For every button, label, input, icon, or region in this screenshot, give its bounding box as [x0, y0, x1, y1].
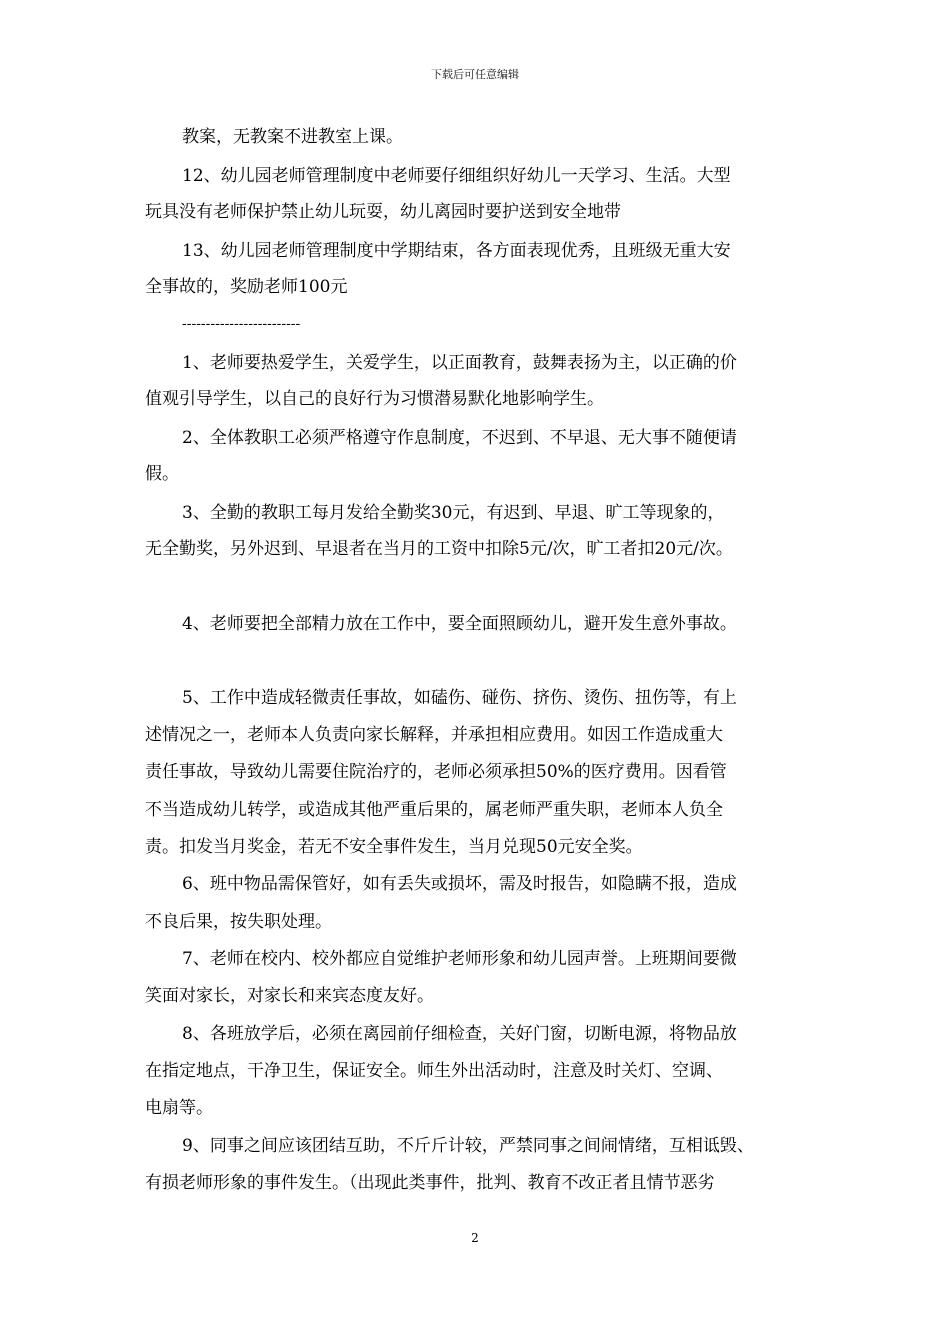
body-line: 8、各班放学后，必须在离园前仔细检查，关好门窗，切断电源，将物品放 [182, 1024, 737, 1044]
body-line: 1、老师要热爱学生，关爱学生，以正面教育，鼓舞表扬为主，以正确的价 [182, 353, 737, 373]
body-line: 全事故的，奖励老师100元 [145, 277, 348, 297]
body-line: 在指定地点，干净卫生，保证安全。师生外出活动时，注意及时关灯、空调、 [145, 1061, 723, 1081]
body-line: 教案，无教案不进教室上课。 [182, 127, 403, 147]
body-line: 责。扣发当月奖金，若无不安全事件发生，当月兑现50元安全奖。 [145, 837, 643, 857]
body-line: 述情况之一，老师本人负责向家长解释，并承担相应费用。如因工作造成重大 [145, 725, 723, 745]
page-number: 2 [471, 1231, 479, 1245]
body-line: 无全勤奖，另外迟到、早退者在当月的工资中扣除5元/次，旷工者扣20元/次。 [145, 539, 733, 559]
body-line: 玩具没有老师保护禁止幼儿玩耍，幼儿离园时要护送到安全地带 [145, 202, 621, 222]
body-line: 7、老师在校内、校外都应自觉维护老师形象和幼儿园声誉。上班期间要微 [182, 949, 737, 969]
body-line: 责任事故，导致幼儿需要住院治疗的，老师必须承担50%的医疗费用。因看管 [145, 762, 727, 782]
body-line: 12、幼儿园老师管理制度中老师要仔细组织好幼儿一天学习、生活。大型 [182, 166, 731, 186]
body-line: 有损老师形象的事件发生。（出现此类事件，批判、教育不改正者且情节恶劣 [145, 1173, 715, 1193]
page-header: 下载后可任意编辑 [431, 68, 519, 81]
body-line: 3、全勤的教职工每月发给全勤奖30元，有迟到、早退、旷工等现象的， [182, 503, 725, 523]
body-line: 电扇等。 [145, 1098, 213, 1118]
body-line: 假。 [145, 464, 179, 484]
body-line: 13、幼儿园老师管理制度中学期结束，各方面表现优秀，且班级无重大安 [182, 241, 731, 261]
body-line: 2、全体教职工必须严格遵守作息制度，不迟到、不早退、无大事不随便请 [182, 428, 737, 448]
body-line: 笑面对家长，对家长和来宾态度友好。 [145, 986, 434, 1006]
body-line: 不良后果，按失职处理。 [145, 912, 332, 932]
body-line: 4、老师要把全部精力放在工作中，要全面照顾幼儿，避开发生意外事故。 [182, 614, 737, 634]
separator-line: ------------------------- [182, 316, 301, 332]
body-line: 值观引导学生，以自己的良好行为习惯潜易默化地影响学生。 [145, 389, 604, 409]
body-line: 5、工作中造成轻微责任事故，如磕伤、碰伤、挤伤、烫伤、扭伤等，有上 [182, 688, 737, 708]
body-line: 不当造成幼儿转学，或造成其他严重后果的，属老师严重失职，老师本人负全 [145, 800, 723, 820]
body-line: 6、班中物品需保管好，如有丢失或损坏，需及时报告，如隐瞒不报，造成 [182, 874, 737, 894]
body-line: 9、同事之间应该团结互助，不斤斤计较，严禁同事之间闹情绪，互相诋毁、 [182, 1136, 754, 1156]
